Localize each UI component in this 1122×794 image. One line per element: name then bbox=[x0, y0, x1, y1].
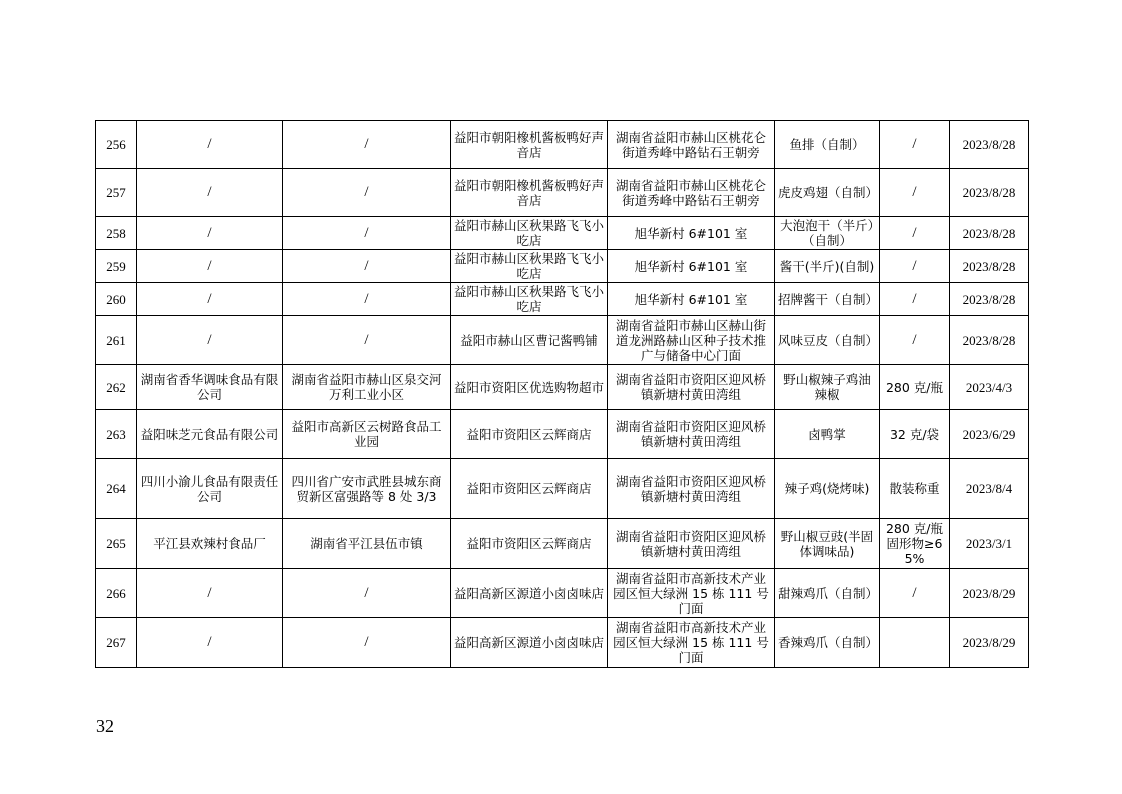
row-number-cell: 266 bbox=[96, 569, 137, 618]
producer-address-cell: / bbox=[283, 283, 451, 316]
seller-name-cell: 益阳市赫山区秋果路飞飞小吃店 bbox=[451, 217, 608, 250]
production-date-cell: 2023/8/28 bbox=[950, 121, 1029, 169]
table-row bbox=[96, 365, 1029, 410]
producer-address-cell: / bbox=[283, 169, 451, 217]
row-number-cell: 263 bbox=[96, 410, 137, 459]
product-name-cell: 鱼排（自制） bbox=[775, 121, 880, 169]
seller-address-cell: 湖南省益阳市赫山区赫山街道龙洲路赫山区种子技术推广与储备中心门面 bbox=[608, 316, 775, 365]
specification-cell: / bbox=[880, 569, 950, 618]
production-date-cell: 2023/8/28 bbox=[950, 283, 1029, 316]
production-date-cell: 2023/8/28 bbox=[950, 217, 1029, 250]
producer-address-cell: / bbox=[283, 217, 451, 250]
producer-address-cell: 四川省广安市武胜县城东商贸新区富强路等 8 处 3/3 bbox=[283, 459, 451, 519]
page-number: 32 bbox=[96, 716, 114, 736]
specification-cell: 32 克/袋 bbox=[880, 410, 950, 459]
producer-name-cell: 平江县欢辣村食品厂 bbox=[137, 519, 283, 569]
producer-name-cell: / bbox=[137, 250, 283, 283]
seller-address-cell: 旭华新村 6#101 室 bbox=[608, 217, 775, 250]
seller-name-cell: 益阳高新区源道小卤卤味店 bbox=[451, 618, 608, 668]
product-name-cell: 野山椒豆豉(半固体调味品) bbox=[775, 519, 880, 569]
row-number-cell: 258 bbox=[96, 217, 137, 250]
producer-name-cell: / bbox=[137, 121, 283, 169]
producer-name-cell: / bbox=[137, 316, 283, 365]
seller-address-cell: 湖南省益阳市赫山区桃花仑街道秀峰中路钻石王朝旁 bbox=[608, 121, 775, 169]
producer-name-cell: / bbox=[137, 569, 283, 618]
production-date-cell: 2023/8/4 bbox=[950, 459, 1029, 519]
row-number-cell: 264 bbox=[96, 459, 137, 519]
seller-address-cell: 湖南省益阳市高新技术产业园区恒大绿洲 15 栋 111 号门面 bbox=[608, 618, 775, 668]
seller-name-cell: 益阳市资阳区云辉商店 bbox=[451, 410, 608, 459]
specification-cell: 280 克/瓶 固形物≥65% bbox=[880, 519, 950, 569]
production-date-cell: 2023/8/28 bbox=[950, 316, 1029, 365]
specification-cell bbox=[880, 618, 950, 668]
seller-name-cell: 益阳市朝阳橡机酱板鸭好声音店 bbox=[451, 169, 608, 217]
product-name-cell: 虎皮鸡翅（自制） bbox=[775, 169, 880, 217]
producer-address-cell: 湖南省益阳市赫山区泉交河万利工业小区 bbox=[283, 365, 451, 410]
seller-address-cell: 湖南省益阳市高新技术产业园区恒大绿洲 15 栋 111 号门面 bbox=[608, 569, 775, 618]
table-row bbox=[96, 569, 1029, 618]
row-number-cell: 256 bbox=[96, 121, 137, 169]
producer-name-cell: / bbox=[137, 217, 283, 250]
producer-address-cell: / bbox=[283, 121, 451, 169]
seller-address-cell: 湖南省益阳市资阳区迎风桥镇新塘村黄田湾组 bbox=[608, 365, 775, 410]
production-date-cell: 2023/8/29 bbox=[950, 569, 1029, 618]
row-number-cell: 261 bbox=[96, 316, 137, 365]
table-row bbox=[96, 618, 1029, 668]
producer-address-cell: / bbox=[283, 618, 451, 668]
producer-address-cell: 湖南省平江县伍市镇 bbox=[283, 519, 451, 569]
product-name-cell: 野山椒辣子鸡油辣椒 bbox=[775, 365, 880, 410]
seller-address-cell: 旭华新村 6#101 室 bbox=[608, 283, 775, 316]
seller-name-cell: 益阳市赫山区曹记酱鸭铺 bbox=[451, 316, 608, 365]
producer-address-cell: / bbox=[283, 250, 451, 283]
producer-address-cell: / bbox=[283, 316, 451, 365]
row-number-cell: 262 bbox=[96, 365, 137, 410]
product-name-cell: 辣子鸡(烧烤味) bbox=[775, 459, 880, 519]
table-row bbox=[96, 316, 1029, 365]
seller-address-cell: 湖南省益阳市资阳区迎风桥镇新塘村黄田湾组 bbox=[608, 519, 775, 569]
producer-name-cell: / bbox=[137, 283, 283, 316]
specification-cell: 散装称重 bbox=[880, 459, 950, 519]
production-date-cell: 2023/3/1 bbox=[950, 519, 1029, 569]
table-row bbox=[96, 250, 1029, 283]
row-number-cell: 257 bbox=[96, 169, 137, 217]
seller-address-cell: 湖南省益阳市赫山区桃花仑街道秀峰中路钻石王朝旁 bbox=[608, 169, 775, 217]
table-row bbox=[96, 459, 1029, 519]
seller-name-cell: 益阳市资阳区云辉商店 bbox=[451, 519, 608, 569]
sampling-results-table bbox=[95, 120, 1029, 668]
product-name-cell: 酱干(半斤)(自制) bbox=[775, 250, 880, 283]
product-name-cell: 招牌酱干（自制） bbox=[775, 283, 880, 316]
seller-name-cell: 益阳市资阳区优选购物超市 bbox=[451, 365, 608, 410]
seller-address-cell: 湖南省益阳市资阳区迎风桥镇新塘村黄田湾组 bbox=[608, 459, 775, 519]
table-row bbox=[96, 283, 1029, 316]
seller-name-cell: 益阳市赫山区秋果路飞飞小吃店 bbox=[451, 283, 608, 316]
specification-cell: / bbox=[880, 316, 950, 365]
seller-address-cell: 湖南省益阳市资阳区迎风桥镇新塘村黄田湾组 bbox=[608, 410, 775, 459]
row-number-cell: 265 bbox=[96, 519, 137, 569]
producer-address-cell: / bbox=[283, 569, 451, 618]
specification-cell: 280 克/瓶 bbox=[880, 365, 950, 410]
production-date-cell: 2023/8/29 bbox=[950, 618, 1029, 668]
row-number-cell: 267 bbox=[96, 618, 137, 668]
seller-name-cell: 益阳市赫山区秋果路飞飞小吃店 bbox=[451, 250, 608, 283]
table-row bbox=[96, 121, 1029, 169]
product-name-cell: 大泡泡干（半斤）（自制） bbox=[775, 217, 880, 250]
product-name-cell: 卤鸭掌 bbox=[775, 410, 880, 459]
producer-address-cell: 益阳市高新区云树路食品工业园 bbox=[283, 410, 451, 459]
row-number-cell: 259 bbox=[96, 250, 137, 283]
production-date-cell: 2023/6/29 bbox=[950, 410, 1029, 459]
row-number-cell: 260 bbox=[96, 283, 137, 316]
producer-name-cell: 湖南省香华调味食品有限公司 bbox=[137, 365, 283, 410]
producer-name-cell: / bbox=[137, 618, 283, 668]
specification-cell: / bbox=[880, 283, 950, 316]
production-date-cell: 2023/4/3 bbox=[950, 365, 1029, 410]
table-row bbox=[96, 410, 1029, 459]
producer-name-cell: / bbox=[137, 169, 283, 217]
specification-cell: / bbox=[880, 121, 950, 169]
table-row bbox=[96, 217, 1029, 250]
producer-name-cell: 四川小渝儿食品有限责任公司 bbox=[137, 459, 283, 519]
seller-name-cell: 益阳市朝阳橡机酱板鸭好声音店 bbox=[451, 121, 608, 169]
table-row bbox=[96, 169, 1029, 217]
product-name-cell: 风味豆皮（自制） bbox=[775, 316, 880, 365]
seller-name-cell: 益阳高新区源道小卤卤味店 bbox=[451, 569, 608, 618]
specification-cell: / bbox=[880, 250, 950, 283]
product-name-cell: 甜辣鸡爪（自制） bbox=[775, 569, 880, 618]
seller-address-cell: 旭华新村 6#101 室 bbox=[608, 250, 775, 283]
specification-cell: / bbox=[880, 217, 950, 250]
table-row bbox=[96, 519, 1029, 569]
product-name-cell: 香辣鸡爪（自制） bbox=[775, 618, 880, 668]
seller-name-cell: 益阳市资阳区云辉商店 bbox=[451, 459, 608, 519]
production-date-cell: 2023/8/28 bbox=[950, 250, 1029, 283]
production-date-cell: 2023/8/28 bbox=[950, 169, 1029, 217]
producer-name-cell: 益阳味芝元食品有限公司 bbox=[137, 410, 283, 459]
specification-cell: / bbox=[880, 169, 950, 217]
